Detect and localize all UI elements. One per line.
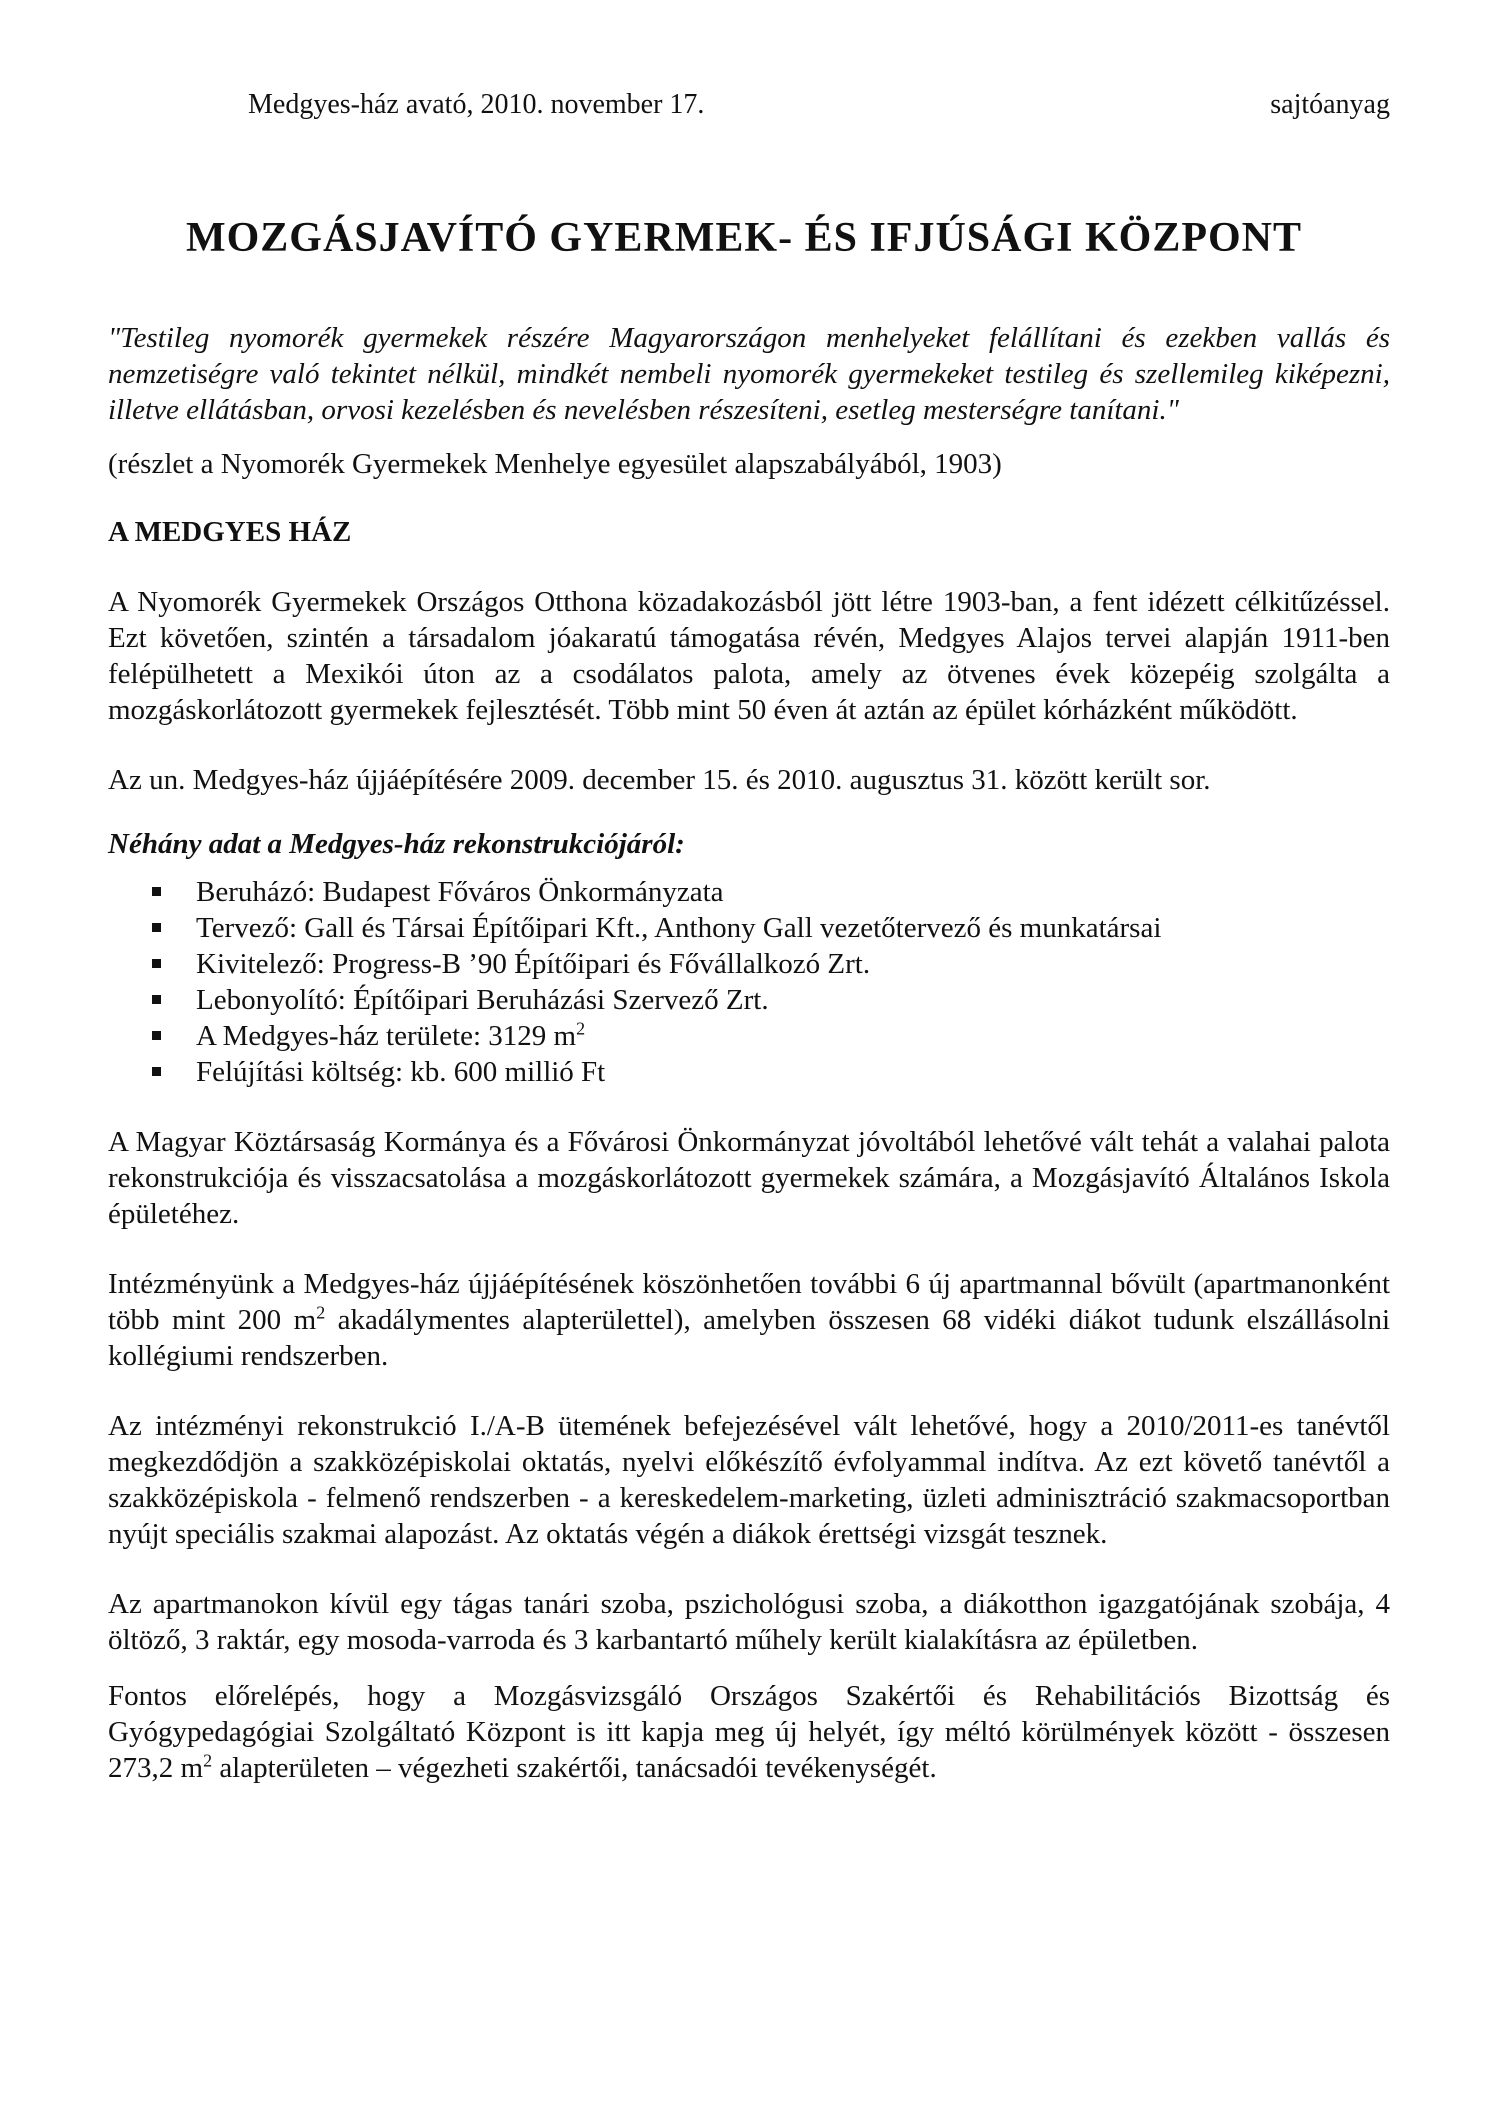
page-title: MOZGÁSJAVÍTÓ GYERMEK- ÉS IFJÚSÁGI KÖZPONT (185, 215, 1303, 261)
superscript: 2 (316, 1302, 326, 1323)
reconstruction-dates-paragraph: Az un. Medgyes-ház újjáépítésére 2009. december 15. és 2010. augusztus 31. között került sor. (108, 764, 1211, 796)
apartments-paragraph: Intézményünk a Medgyes-ház újjáépítésének köszönhetően további 6 új apartmannal bővült (apartmanonként több mint 200 $m^2$ akadálymentes alapterülettel), amelyben összesen 68 vidéki diákot tudunk elszállásolni kollégiumi rendszerben. (108, 1268, 1391, 1372)
header-event-date: Medgyes-ház avató, 2010. november 17. (248, 89, 705, 120)
list-item: Beruházó: Budapest Főváros Önkormányzata (152, 874, 1390, 910)
list-item: A Medgyes-ház területe: 3129 $m^2$ (152, 1018, 1390, 1054)
school-paragraph: Az intézményi rekonstrukció I./A-B ütemének befejezésével vált lehetővé, hogy a 2010/2011-es tanévtől megkezdődjön a szakközépiskolai oktatás, nyelvi előkészítő évfolyammal indítva. Az ezt követő tanévtől a szakközépiskola - felmenő rendszerben - a kereskedelem-marketing, üzleti adminisztráció szakmacsoportban nyújt speciális szakmai alapozást. Az oktatás végén a diákok érettségi vizsgát tesznek. (108, 1410, 1390, 1550)
quote-source: (részlet a Nyomorék Gyermekek Menhelye egyesület alapszabályából, 1903) (108, 448, 1002, 480)
list-item: Felújítási költség: kb. 600 millió Ft (152, 1054, 1390, 1090)
founding-quote: "Testileg nyomorék gyermekek részére Magyarországon menhelyeket felállítani és ezekben vallás és nemzetiségre való tekintet nélkül, mindkét nembeli nyomorék gyermekeket testileg és szellemileg kiképezni, illetve ellátásban, orvosi kezelésben és nevelésben részesíteni, esetleg mesterségre tanítani." (108, 322, 1390, 426)
bullet-icon (152, 959, 161, 968)
document-body (108, 320, 1390, 1786)
list-item: Lebonyolító: Építőipari Beruházási Szervező Zrt. (152, 982, 1390, 1018)
superscript: 2 (203, 1750, 213, 1771)
list-item: Tervező: Gall és Társai Építőipari Kft., Anthony Gall vezetőtervező és munkatársai (152, 910, 1390, 946)
committee-paragraph: Fontos előrelépés, hogy a Mozgásvizsgáló Országos Szakértői és Rehabilitációs Bizottság és Gyógypedagógiai Szolgáltató Központ is itt kapja meg új helyét, így méltó körülmények között - összesen 273,2 $m^2$ alapterületen – végezheti szakértői, tanácsadói tevékenységét. (108, 1680, 1390, 1784)
list-item: Kivitelező: Progress-B ’90 Építőipari és Fővállalkozó Zrt. (152, 946, 1390, 982)
bullet-icon (152, 1031, 161, 1040)
facts-list (108, 874, 1390, 1090)
rooms-paragraph: Az apartmanokon kívül egy tágas tanári szoba, pszichológusi szoba, a diákotthon igazgatójának szobája, 4 öltöző, 3 raktár, egy mosoda-varroda és 3 karbantartó műhely került kialakításra az épületben. (108, 1588, 1390, 1656)
history-paragraph: A Nyomorék Gyermekek Országos Otthona közadakozásból jött létre 1903-ban, a fent idézett célkitűzéssel. Ezt követően, szintén a társadalom jóakaratú támogatása révén, Medgyes Alajos tervei alapján 1911-ben felépülhetett a Mexikói úton az a csodálatos palota, amely az ötvenes évek közepéig szolgálta a mozgáskorlátozott gyermekek fejlesztését. Több mint 50 éven át aztán az épület kórházként működött. (108, 586, 1390, 726)
bullet-icon (152, 923, 161, 932)
facts-heading: Néhány adat a Medgyes-ház rekonstrukciójáról: (108, 828, 685, 860)
superscript: 2 (576, 1018, 586, 1039)
section-title: A MEDGYES HÁZ (108, 516, 352, 548)
header-doc-type: sajtóanyag (1270, 89, 1390, 120)
government-paragraph: A Magyar Köztársaság Kormánya és a Fővárosi Önkormányzat jóvoltából lehetővé vált tehát a valahai palota rekonstrukciója és visszacsatolása a mozgáskorlátozott gyermekek számára, a Mozgásjavító Általános Iskola épületéhez. (108, 1126, 1390, 1230)
bullet-icon (152, 1067, 161, 1076)
bullet-icon (152, 995, 161, 1004)
bullet-icon (152, 887, 161, 896)
